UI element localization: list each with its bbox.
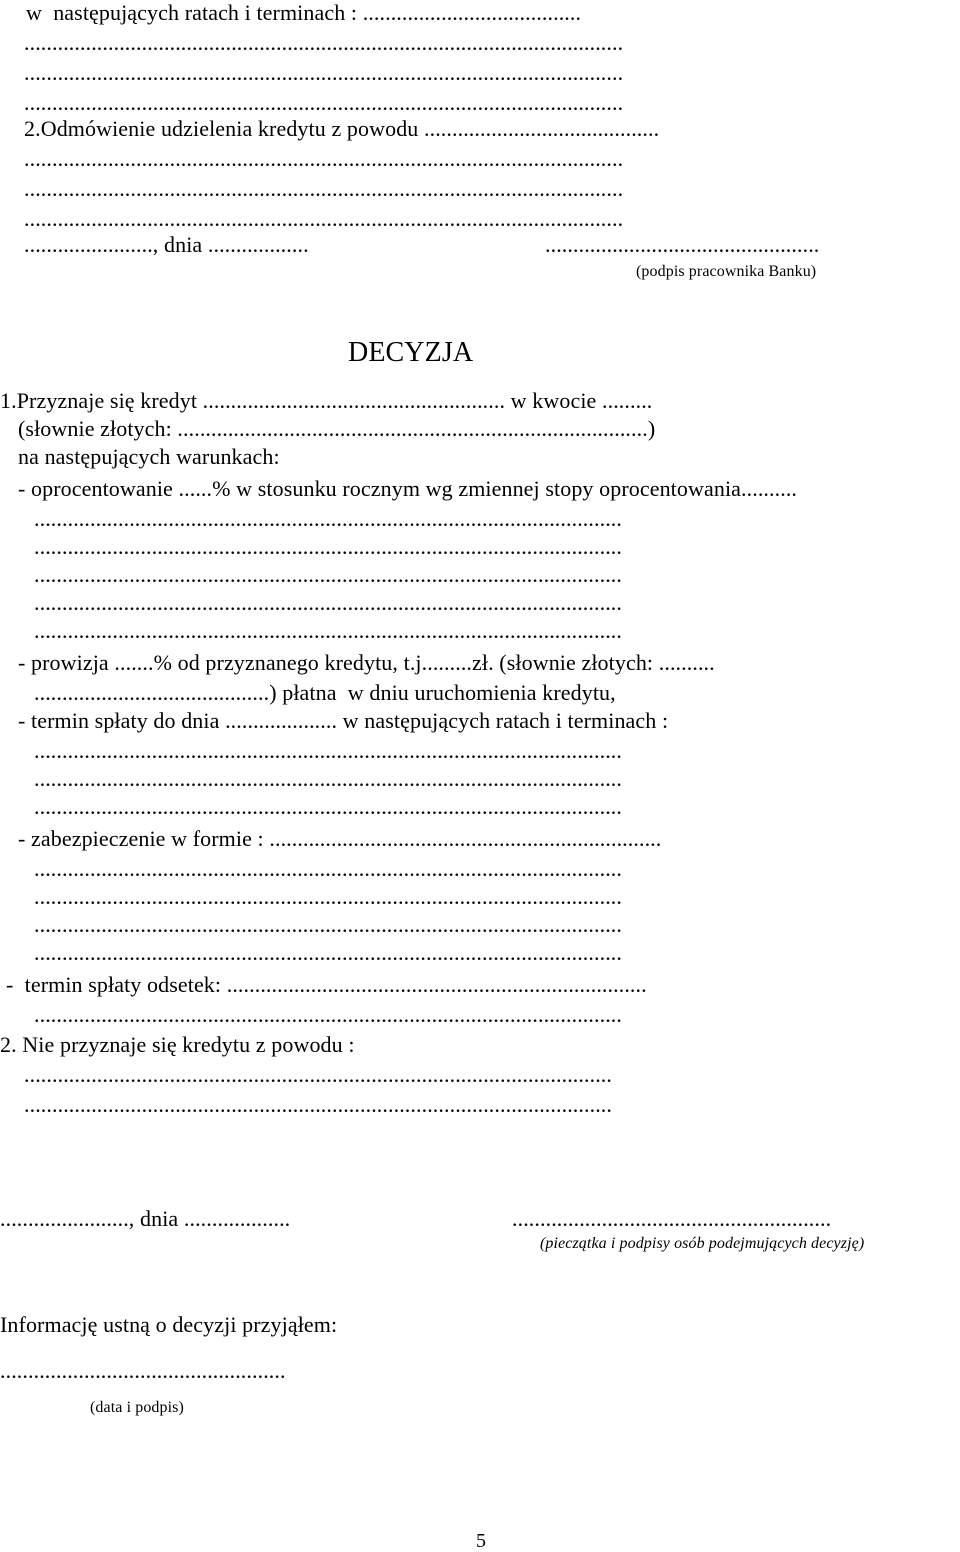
conditions-heading: na następujących warunkach: — [18, 444, 280, 469]
dotted-line: ................................................... — [0, 1358, 286, 1383]
dotted-line: ......................................................................................................... — [34, 590, 622, 615]
dotted-line: ......................................................................................................... — [34, 766, 622, 791]
dotted-line: ......................................................................................................... — [34, 856, 622, 881]
dotted-line: ......................................................................................................... — [34, 940, 622, 965]
refuse-line: 2. Nie przyznaje się kredytu z powodu : — [0, 1032, 355, 1057]
signature-caption: (podpis pracownika Banku) — [636, 263, 817, 280]
grant-line: 1.Przyznaje się kredyt ...................................................... w kwocie ......... — [0, 388, 653, 413]
interest-term-line: - termin spłaty odsetek: ........................................................................... — [6, 972, 647, 997]
decision-title: DECYZJA — [348, 337, 474, 368]
dotted-line: ......................................................................................................... — [34, 562, 622, 587]
info-text: Informację ustną o decyzji przyjąłem: — [0, 1312, 338, 1337]
dotted-line: ........................................................................................................... — [24, 90, 624, 115]
signature-field: ................................................. — [545, 232, 820, 257]
dotted-line: ......................................................................................................... — [34, 884, 622, 909]
dotted-line: ........................................................................................................... — [24, 146, 624, 171]
dotted-line: ......................................................................................................... — [34, 1002, 622, 1027]
dotted-line: ........................................................................................................... — [24, 30, 624, 55]
dotted-line: ......................................................................................................... — [24, 1092, 612, 1117]
decision-signature-field: ......................................................... — [512, 1206, 832, 1231]
dotted-line: ........................................................................................................... — [24, 60, 624, 85]
dotted-line: ......................................................................................................... — [34, 618, 622, 643]
dotted-line: ........................................................................................................... — [24, 206, 624, 231]
dotted-line: ......................................................................................................... — [34, 738, 622, 763]
decision-date-field: ......................., dnia ................... — [0, 1206, 291, 1231]
dotted-line: ......................................................................................................... — [34, 506, 622, 531]
installments-line: w następujących ratach i terminach : ....................................... — [26, 0, 582, 25]
dotted-line: ......................................................................................................... — [24, 1062, 612, 1087]
amount-in-words: (słownie złotych: ....................................................................................) — [18, 416, 656, 441]
date-field: ......................., dnia .................. — [24, 232, 309, 257]
commission-continued: ..........................................) płatna w dniu uruchomienia kredytu, — [34, 680, 616, 705]
decision-signature-caption: (pieczątka i podpisy osób podejmujących decyzję) — [540, 1235, 865, 1252]
interest-line: - oprocentowanie ......% w stosunku rocznym wg zmiennej stopy oprocentowania.......... — [18, 476, 798, 501]
page-number: 5 — [476, 1530, 487, 1552]
dotted-line: ......................................................................................................... — [34, 912, 622, 937]
dotted-line: ......................................................................................................... — [34, 534, 622, 559]
date-signature-caption: (data i podpis) — [90, 1399, 184, 1416]
security-line: - zabezpieczenie w formie : ...................................................................... — [18, 826, 662, 851]
commission-line: - prowizja .......% od przyznanego kredytu, t.j.........zł. (słownie złotych: .......... — [18, 650, 715, 675]
dotted-line: ......................................................................................................... — [34, 794, 622, 819]
dotted-line: ........................................................................................................... — [24, 176, 624, 201]
refusal-reason-line: 2.Odmówienie udzielenia kredytu z powodu .......................................... — [24, 116, 660, 141]
repayment-line: - termin spłaty do dnia .................... w następujących ratach i terminach : — [18, 708, 669, 733]
